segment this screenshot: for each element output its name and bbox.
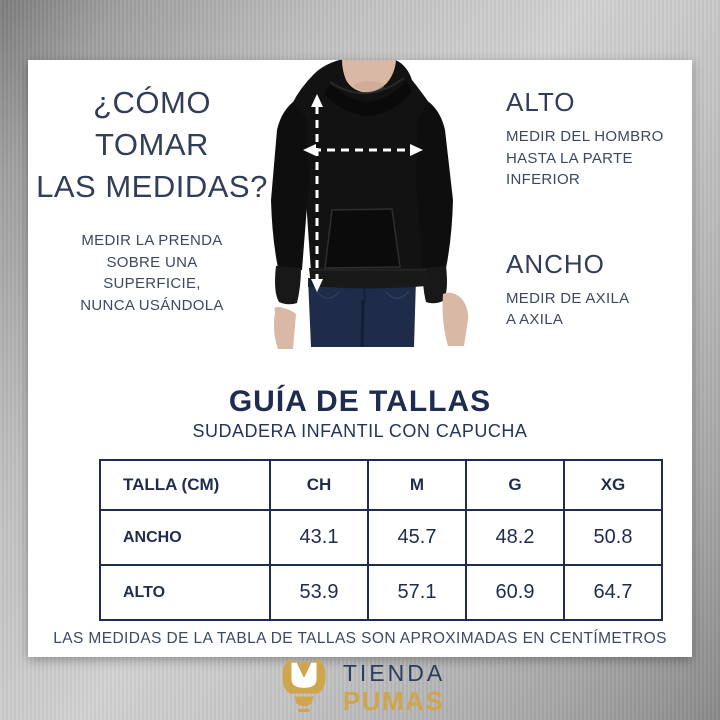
alto-description [506,126,692,191]
alto-xg: 64.7 [564,565,662,620]
note-line: SOBRE UNA [106,253,198,271]
brand-wordmark [343,656,445,714]
note-line: NUNCA USÁNDOLA [80,296,224,314]
left-hand [274,307,296,349]
size-table [99,459,663,621]
hoodie-model-photo [180,60,540,350]
table-row-ancho [100,510,662,565]
ancho-label: ANCHO [506,248,605,279]
ancho-description [506,288,692,331]
left-sleeve [271,102,309,270]
col-header-ch: CH [270,460,368,510]
alto-ch: 53.9 [270,565,368,620]
brand-line-tienda: TIENDA [342,660,446,686]
ancho-m: 45.7 [368,510,466,565]
row-label-ancho: ANCHO [100,510,270,565]
brand-line-pumas: PUMAS [342,686,445,716]
brand-footer [0,656,720,720]
table-footnote: LAS MEDIDAS DE LA TABLA DE TALLAS SON APROXIMADAS EN CENTÍMETROS [53,630,667,647]
kangaroo-pocket [325,209,400,268]
alto-label: ALTO [506,87,576,117]
title-line-1: ¿CÓMO TOMAR [93,85,211,162]
content-card [28,60,692,657]
hoodie-illustration [180,60,540,350]
alto-g: 60.9 [466,565,564,620]
alto-m: 57.1 [368,565,466,620]
desc-line: A AXILA [506,311,564,328]
pumas-logo-icon [275,656,333,712]
desc-line: HASTA LA PARTE [506,149,633,167]
desc-line: MEDIR DEL HOMBRO [506,128,664,145]
note-line: MEDIR LA PRENDA [81,232,223,249]
size-table-header-row [100,460,662,510]
ancho-ch: 43.1 [270,510,368,565]
left-cuff [275,266,301,304]
title-line-2: LAS MEDIDAS? [36,169,268,204]
col-header-m: M [368,460,466,510]
right-sleeve [416,102,453,270]
col-header-xg: XG [564,460,662,510]
note-line: SUPERFICIE, [103,275,201,292]
ancho-g: 48.2 [466,510,564,565]
dimensions-legend [506,87,692,331]
size-guide-subtitle: SUDADERA INFANTIL CON CAPUCHA [192,421,528,441]
table-row-alto [100,565,662,620]
col-header-talla: TALLA (CM) [100,460,270,510]
right-hand [443,293,469,346]
ancho-xg: 50.8 [564,510,662,565]
desc-line: INFERIOR [506,171,581,188]
desc-line: MEDIR DE AXILA [506,289,630,307]
size-guide-title: GUÍA DE TALLAS [228,385,492,418]
hem-band [309,268,428,289]
row-label-alto: ALTO [100,565,270,620]
col-header-g: G [466,460,564,510]
